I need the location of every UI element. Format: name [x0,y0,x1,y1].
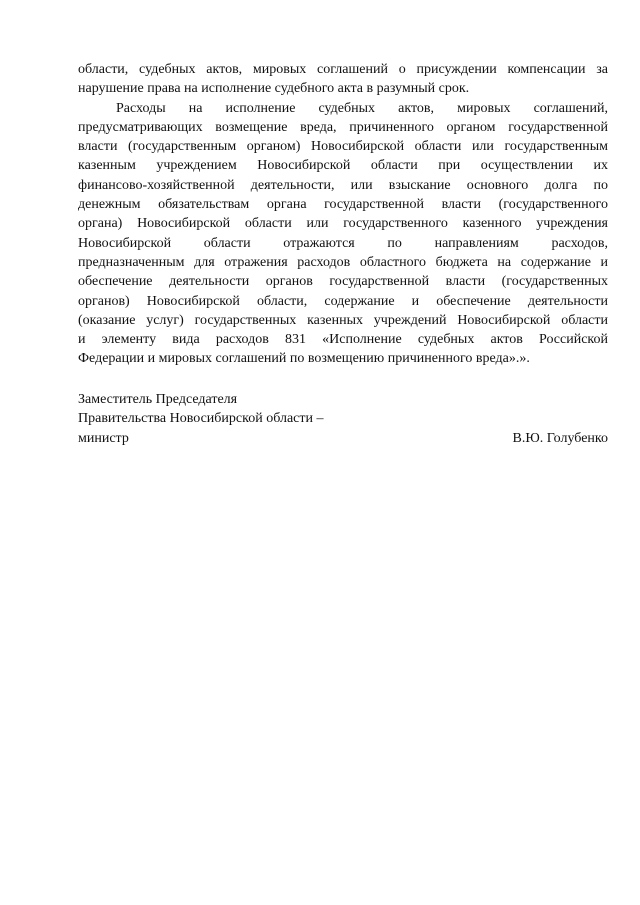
text-line: обеспечение деятельности органов государственной власти (государственных [78,274,608,290]
text-line: предназначенным для отражения расходов областного бюджета на содержание и [78,254,608,270]
signatory-name: В.Ю. Голубенко [512,430,608,446]
text-line: предусматривающих возмещение вреда, причиненного органом государственной [78,119,608,135]
text-line: органов) Новосибирской области, содержание и обеспечение деятельности [78,293,608,309]
paragraph [78,60,608,99]
signatory-row [78,429,608,448]
text-line: денежным обязательствам органа государственной власти (государственного [78,197,608,213]
text-line: (оказание услуг) государственных казенных учреждений Новосибирской области [78,312,608,328]
document-body [78,60,608,369]
signature-block [78,390,608,448]
text-line: Федерации и мировых соглашений по возмещению причиненного вреда».». [78,351,530,367]
text-line: власти (государственным органом) Новосибирской области или государственным [78,139,608,155]
text-line: и элементу вида расходов 831 «Исполнение судебных актов Российской [78,332,608,348]
signatory-title-line: Заместитель Председателя [78,392,238,407]
signatory-title-line: Правительства Новосибирской области – [78,411,324,427]
text-line: Новосибирской области отражаются по направлениям расходов, [78,235,608,251]
paragraph [78,99,608,369]
signatory-title-line: министр [78,430,129,446]
text-line: Расходы на исполнение судебных актов, мировых соглашений, [116,100,608,116]
text-line: казенным учреждением Новосибирской области при осуществлении их [78,158,608,174]
text-line: нарушение права на исполнение судебного акта в разумный срок. [78,81,470,97]
text-line: области, судебных актов, мировых соглашений о присуждении компенсации за [78,62,608,77]
text-line: органа) Новосибирской области или государственного казенного учреждения [78,216,608,232]
text-line: финансово-хозяйственной деятельности, или взыскание основного долга по [78,177,608,193]
